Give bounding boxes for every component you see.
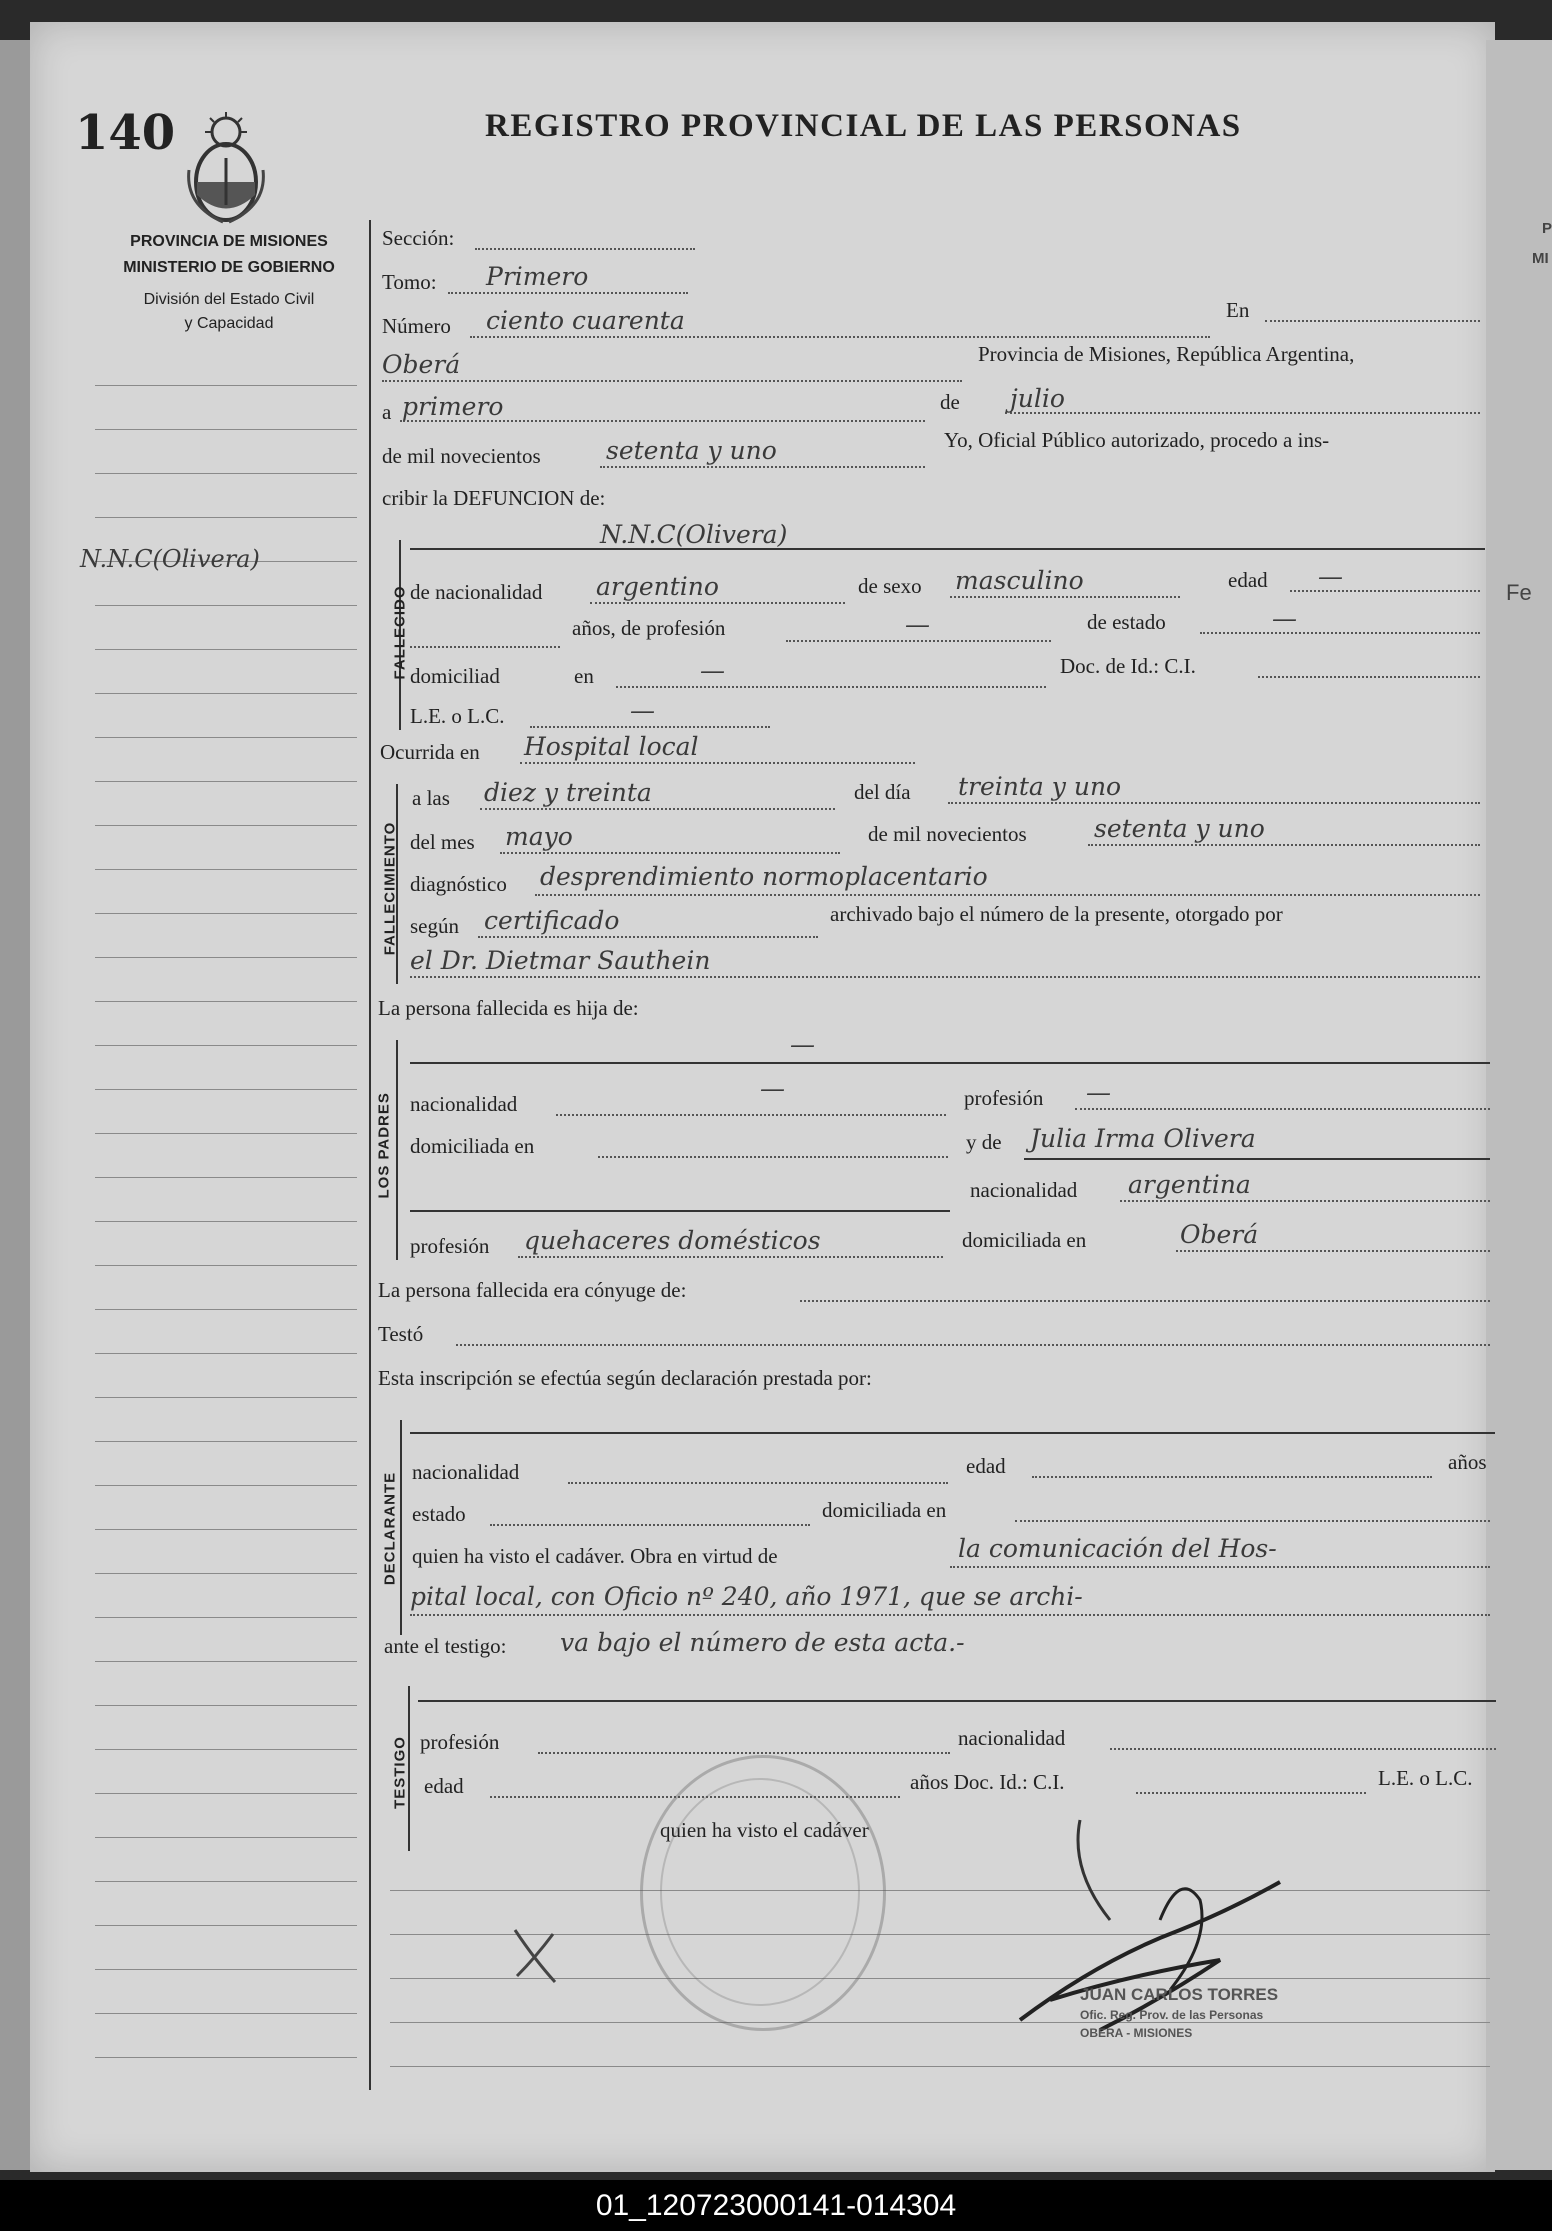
margin-rule xyxy=(95,1221,357,1222)
fallecido-edad-value: — xyxy=(1318,562,1343,591)
fallecimiento-segun-label: según xyxy=(410,914,459,938)
fallecido-profesion-value: — xyxy=(905,610,930,639)
ocurrida-value: Hospital local xyxy=(524,732,699,761)
declarante-nacionalidad-field xyxy=(568,1482,948,1484)
margin-rule xyxy=(95,1925,357,1926)
padre-name-value: — xyxy=(790,1030,815,1059)
madre-domicilio-value: Oberá xyxy=(1180,1220,1259,1249)
fallecido-sexo-field xyxy=(950,596,1180,598)
padres-domiciliada2-label: domiciliada en xyxy=(962,1228,1087,1252)
coat-of-arms-icon xyxy=(183,110,269,228)
yo-text: Yo, Oficial Público autorizado, procedo a ins- xyxy=(944,428,1330,452)
inscribir-text: cribir la DEFUNCION de: xyxy=(382,486,606,510)
padres-divider xyxy=(410,1210,950,1212)
madre-nacionalidad-field xyxy=(1120,1200,1490,1202)
fallecido-estado-value: — xyxy=(1272,604,1297,633)
fallecimiento-anio-value: setenta y uno xyxy=(1094,814,1265,843)
fallecido-section-label: FALLECIDO xyxy=(391,585,409,680)
margin-rule xyxy=(95,1793,357,1794)
page-number: 140 xyxy=(75,105,176,161)
declarante-estado-field xyxy=(490,1524,810,1526)
testigo-profesion-field xyxy=(538,1752,950,1754)
fallecimiento-mes-value: mayo xyxy=(505,822,573,851)
madre-domicilio-field xyxy=(1176,1250,1490,1252)
testigo-anos-label: años Doc. Id.: C.I. xyxy=(910,1770,1065,1794)
numero-label: Número xyxy=(382,314,451,338)
madre-name-value: Julia Irma Olivera xyxy=(1030,1124,1256,1153)
testigo-profesion-label: profesión xyxy=(420,1730,500,1754)
padre-domicilio-field xyxy=(598,1156,948,1158)
fallecido-profesion-field xyxy=(786,640,1051,642)
margin-rule xyxy=(95,2013,357,2014)
margin-rule xyxy=(95,605,357,606)
signature-rule xyxy=(390,2022,1490,2023)
padre-profesion-field xyxy=(1075,1108,1490,1110)
margin-rule xyxy=(95,1441,357,1442)
declarante-nacionalidad-label: nacionalidad xyxy=(412,1460,520,1484)
margin-rule xyxy=(95,1397,357,1398)
fallecimiento-mil-label: de mil novecientos xyxy=(868,822,1027,846)
margin-note: N.N.C(Olivera) xyxy=(80,545,260,573)
testigo-edad-label: edad xyxy=(424,1774,464,1798)
fallecimiento-anio-field xyxy=(1088,844,1480,846)
fallecimiento-section-label: FALLECIMIENTO xyxy=(381,821,399,956)
fallecido-sexo-value: masculino xyxy=(955,566,1084,595)
official-stamp-location: OBERA - MISIONES xyxy=(1080,2026,1193,2040)
fallecimiento-hora-field xyxy=(480,808,835,810)
declaracion-label: Esta inscripción se efectúa según declaración prestada por: xyxy=(378,1366,872,1390)
declarante-section-label: DECLARANTE xyxy=(381,1471,399,1586)
padres-nacionalidad2-label: nacionalidad xyxy=(970,1178,1078,1202)
month-field xyxy=(1005,412,1480,414)
margin-rule xyxy=(95,737,357,738)
office-division-text: División del Estado Civil xyxy=(143,291,315,308)
office-line-ministry: MINISTERIO DE GOBIERNO xyxy=(123,259,335,276)
declarante-obra-value-1: la comunicación del Hos- xyxy=(958,1534,1277,1563)
margin-rule xyxy=(95,473,357,474)
fallecimiento-archivado-text: archivado bajo el número de la presente, otorgado por xyxy=(830,902,1283,926)
margin-rule xyxy=(95,1881,357,1882)
margin-rule xyxy=(95,1265,357,1266)
year-label: de mil novecientos xyxy=(382,444,541,468)
fallecimiento-a-las-label: a las xyxy=(412,786,450,810)
declarante-name-field xyxy=(410,1432,1495,1434)
declarante-anos-label: años xyxy=(1448,1450,1487,1474)
declarante-edad-label: edad xyxy=(966,1454,1006,1478)
testigo-name-field xyxy=(418,1700,1496,1702)
margin-rule xyxy=(95,1045,357,1046)
padres-profesion2-label: profesión xyxy=(410,1234,490,1258)
main-vertical-rule xyxy=(369,220,371,2090)
fallecimiento-hora-value: diez y treinta xyxy=(484,778,652,807)
year-field xyxy=(600,466,925,468)
fallecimiento-dia-value: treinta y uno xyxy=(958,772,1122,801)
padre-profesion-value: — xyxy=(1086,1078,1111,1107)
numero-field xyxy=(470,336,1210,338)
fallecimiento-mes-field xyxy=(500,852,840,854)
fallecido-doc-label: Doc. de Id.: C.I. xyxy=(1060,654,1196,678)
testigo-ci-field xyxy=(1136,1792,1366,1794)
fallecido-name-field xyxy=(410,548,1485,550)
madre-nacionalidad-value: argentina xyxy=(1128,1170,1251,1199)
document-id-footer: 01_120723000141-014304 xyxy=(0,2180,1552,2231)
margin-rule xyxy=(95,1705,357,1706)
padres-profesion-label: profesión xyxy=(964,1086,1044,1110)
declarante-bracket xyxy=(400,1420,402,1635)
fallecido-domiciliado-label: domiciliad xyxy=(410,664,500,688)
margin-rule xyxy=(95,517,357,518)
office-line-division xyxy=(98,288,360,312)
place-value: Oberá xyxy=(382,350,461,379)
margin-rule xyxy=(95,957,357,958)
testo-field xyxy=(456,1344,1490,1346)
ocurrida-field xyxy=(520,762,915,764)
month-value: julio xyxy=(1010,384,1065,413)
margin-rule xyxy=(95,2057,357,2058)
padres-hija-text: La persona fallecida es hija de: xyxy=(378,996,639,1020)
padres-section-label: LOS PADRES xyxy=(375,1092,393,1199)
office-line-province: PROVINCIA DE MISIONES xyxy=(130,233,328,250)
margin-rule xyxy=(95,1837,357,1838)
fallecimiento-dia-field xyxy=(948,802,1480,804)
tomo-field xyxy=(448,292,688,294)
fallecimiento-diagnostico-value: desprendimiento normoplacentario xyxy=(540,862,988,891)
margin-rule xyxy=(95,385,357,386)
declarante-domicilio-field xyxy=(1015,1520,1490,1522)
padre-nacionalidad-value: — xyxy=(760,1074,785,1103)
fallecimiento-del-dia-label: del día xyxy=(854,780,911,804)
margin-rule xyxy=(95,1661,357,1662)
testigo-quien-text: quien ha visto el cadáver xyxy=(660,1818,869,1842)
fallecimiento-del-mes-label: del mes xyxy=(410,830,475,854)
declarante-estado-label: estado xyxy=(412,1502,466,1526)
testigo-nacionalidad-field xyxy=(1110,1748,1496,1750)
signature-rule xyxy=(390,2066,1490,2067)
fallecido-sexo-label: de sexo xyxy=(858,574,922,598)
margin-rule xyxy=(95,1529,357,1530)
padres-nacionalidad-label: nacionalidad xyxy=(410,1092,518,1116)
margin-rule xyxy=(95,693,357,694)
fallecido-estado-label: de estado xyxy=(1087,610,1166,634)
page-title: REGISTRO PROVINCIAL DE LAS PERSONAS xyxy=(485,108,1242,144)
margin-rule xyxy=(95,1177,357,1178)
fallecido-anos-label: años, de profesión xyxy=(572,616,726,640)
margin-rule xyxy=(95,649,357,650)
office-line-capacity xyxy=(98,312,360,336)
fallecido-le-label: L.E. o L.C. xyxy=(410,704,505,728)
margin-rule xyxy=(95,1089,357,1090)
fallecido-en-label: en xyxy=(574,664,594,688)
conyuge-field xyxy=(800,1300,1490,1302)
margin-rule xyxy=(95,781,357,782)
cross-mark-icon xyxy=(505,1920,575,1990)
margin-rule xyxy=(95,1617,357,1618)
declarante-quien-text: quien ha visto el cadáver. Obra en virtud de xyxy=(412,1544,778,1568)
margin-rule xyxy=(95,1309,357,1310)
next-page-edge xyxy=(1486,40,1552,2170)
margin-rule xyxy=(95,1001,357,1002)
fallecido-edad-cont-field xyxy=(410,646,560,648)
fallecimiento-segun-value: certificado xyxy=(484,906,620,935)
fallecimiento-otorgado-field xyxy=(410,976,1480,978)
fallecido-domicilio-value: — xyxy=(700,656,725,685)
en-label: En xyxy=(1226,298,1250,322)
fallecido-nacionalidad-field xyxy=(590,602,845,604)
en-field xyxy=(1265,320,1480,322)
tomo-value: Primero xyxy=(486,262,589,291)
seccion-field xyxy=(475,248,695,250)
tomo-label: Tomo: xyxy=(382,270,437,294)
ante-value: va bajo el número de esta acta.- xyxy=(560,1628,965,1657)
margin-rule xyxy=(95,1133,357,1134)
fallecido-nacionalidad-value: argentino xyxy=(596,572,719,601)
testo-label: Testó xyxy=(378,1322,424,1346)
fallecimiento-segun-field xyxy=(478,936,818,938)
fallecimiento-otorgado-value: el Dr. Dietmar Sauthein xyxy=(410,946,711,975)
ocurrida-label: Ocurrida en xyxy=(380,740,480,764)
office-capacity-text: y Capacidad xyxy=(184,315,274,332)
declarante-obra-value-2: pital local, con Oficio nº 240, año 1971, que se archi- xyxy=(410,1582,1083,1611)
padres-bracket xyxy=(396,1040,398,1260)
fallecido-le-field xyxy=(530,726,770,728)
declarante-obra-field-2 xyxy=(410,1614,1490,1616)
padre-nacionalidad-field xyxy=(556,1114,946,1116)
madre-profesion-field xyxy=(518,1256,943,1258)
a-label: a xyxy=(382,400,392,424)
fallecido-estado-field xyxy=(1200,632,1480,634)
declarante-edad-field xyxy=(1032,1476,1432,1478)
official-stamp-name: JUAN CARLOS TORRES xyxy=(1080,1985,1279,2004)
testigo-nacionalidad-label: nacionalidad xyxy=(958,1726,1066,1750)
margin-rule xyxy=(95,1573,357,1574)
padre-name-field xyxy=(410,1062,1490,1064)
next-page-fragment: MI xyxy=(1532,250,1549,267)
fallecido-doc-field xyxy=(1258,676,1480,678)
official-stamp-title: Ofic. Reg. Prov. de las Personas xyxy=(1080,2008,1264,2022)
padres-domiciliada-label: domiciliada en xyxy=(410,1134,535,1158)
left-page-edge xyxy=(0,40,30,2170)
testigo-le-label: L.E. o L.C. xyxy=(1378,1766,1473,1790)
next-page-fragment: P xyxy=(1542,220,1552,237)
fallecido-name-value: N.N.C(Olivera) xyxy=(600,520,788,549)
margin-rule xyxy=(95,429,357,430)
fallecimiento-diagnostico-field xyxy=(535,894,1480,896)
conyuge-label: La persona fallecida era cónyuge de: xyxy=(378,1278,687,1302)
margin-rule xyxy=(95,1969,357,1970)
madre-name-field xyxy=(1024,1158,1490,1160)
fallecido-domicilio-field xyxy=(616,686,1046,688)
margin-rule xyxy=(95,1353,357,1354)
margin-rule xyxy=(95,913,357,914)
de-label: de xyxy=(940,390,960,414)
testigo-section-label: TESTIGO xyxy=(391,1736,409,1809)
seccion-label: Sección: xyxy=(382,226,455,250)
fallecido-le-value: — xyxy=(630,696,655,725)
margin-rule xyxy=(95,1749,357,1750)
fallecido-edad-label: edad xyxy=(1228,568,1268,592)
provincia-text: Provincia de Misiones, República Argentina, xyxy=(978,342,1355,366)
signature-rule xyxy=(390,1890,1490,1891)
declarante-obra-field-1 xyxy=(950,1566,1490,1568)
madre-profesion-value: quehaceres domésticos xyxy=(524,1226,821,1255)
day-value: primero xyxy=(402,392,504,421)
margin-rule xyxy=(95,869,357,870)
year-value: setenta y uno xyxy=(606,436,777,465)
fallecido-nacionalidad-label: de nacionalidad xyxy=(410,580,543,604)
place-field xyxy=(382,380,962,382)
margin-rule xyxy=(95,1485,357,1486)
fallecimiento-diagnostico-label: diagnóstico xyxy=(410,872,507,896)
next-page-fragment: Fe xyxy=(1506,580,1532,605)
ante-label: ante el testigo: xyxy=(384,1634,507,1658)
padres-y-de-label: y de xyxy=(966,1130,1002,1154)
numero-value: ciento cuarenta xyxy=(486,306,685,335)
declarante-domiciliada-label: domiciliada en xyxy=(822,1498,947,1522)
margin-rule xyxy=(95,825,357,826)
official-seal-inner-ring xyxy=(660,1778,860,2006)
